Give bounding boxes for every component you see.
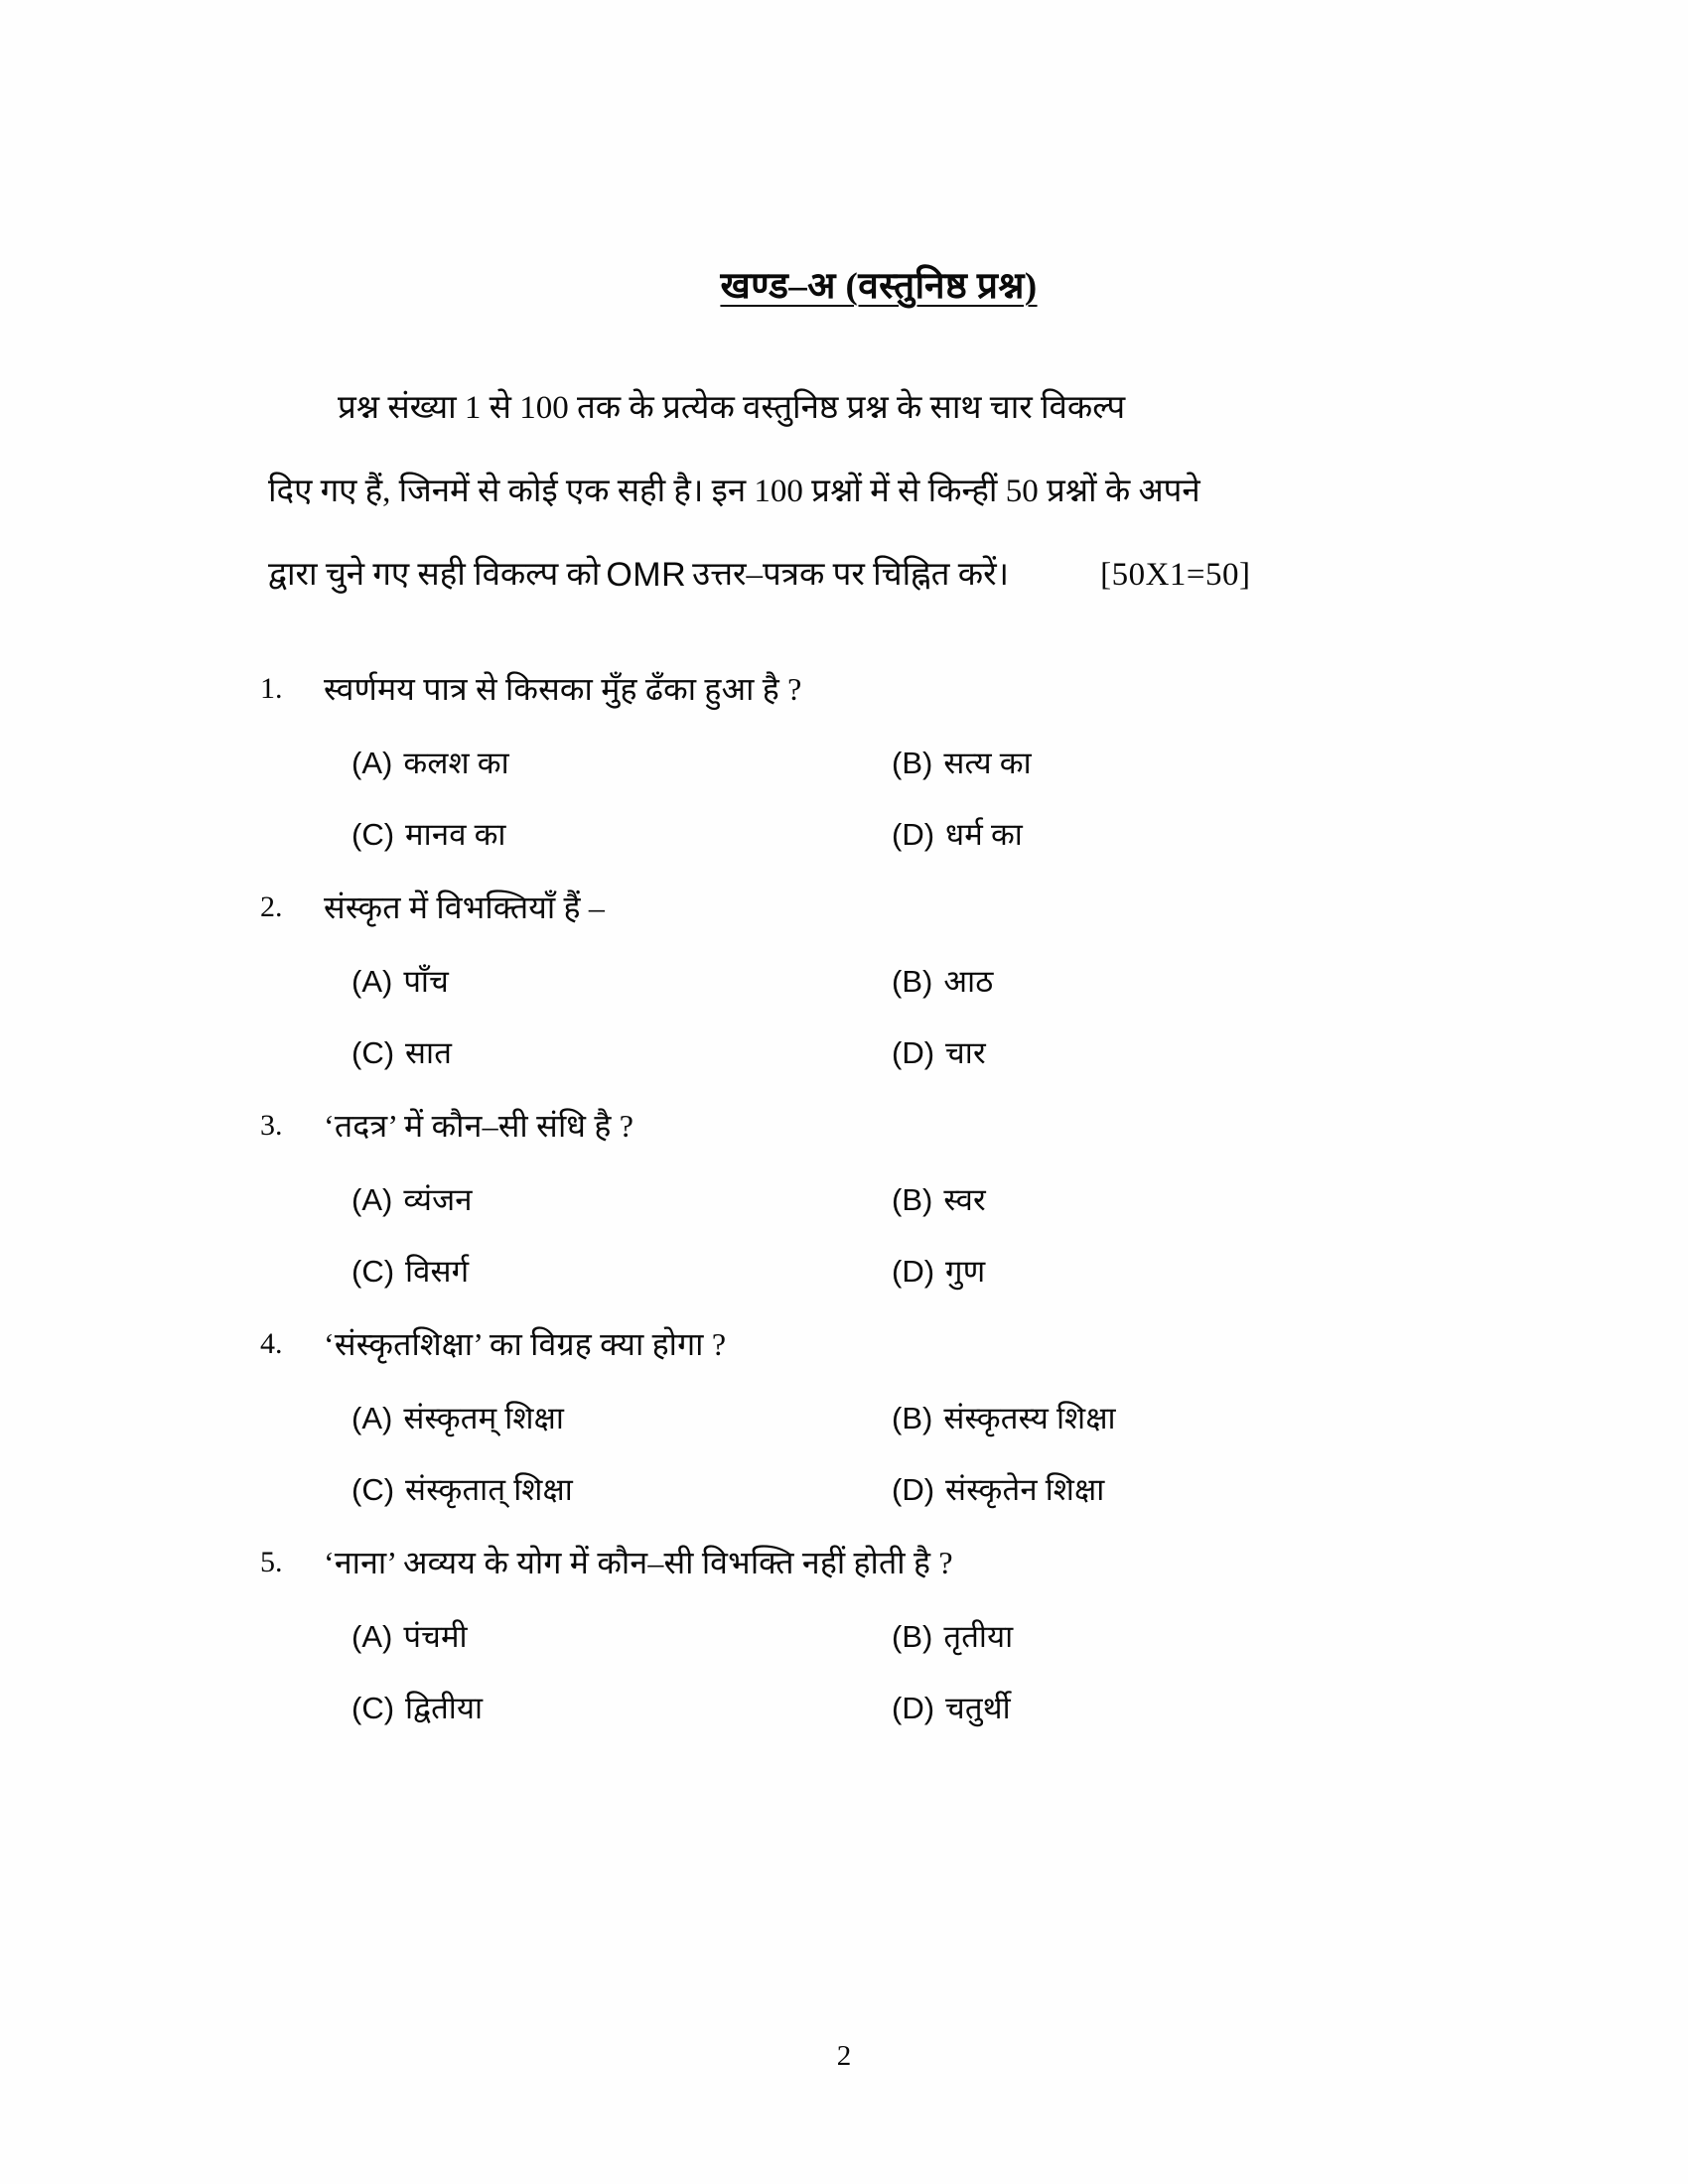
question-number: 2.: [260, 890, 283, 923]
option-text: विसर्ग: [405, 1254, 470, 1289]
instruction-line-3: [268, 533, 1440, 616]
question-block: [248, 1313, 1450, 1520]
option-row: [248, 1460, 1450, 1520]
option-choice[interactable]: [324, 1170, 868, 1230]
question-text: स्वर्णमय पात्र से किसका मुँह ढँका हुआ है ?: [324, 671, 802, 707]
question-row: [248, 877, 1450, 938]
option-key: (A): [352, 1401, 393, 1435]
option-choice[interactable]: [324, 1024, 868, 1083]
option-key: (C): [352, 1035, 395, 1070]
option-key: (D): [892, 817, 935, 852]
option-choice[interactable]: [324, 734, 868, 793]
option-choice[interactable]: [868, 734, 1450, 793]
section-title: [248, 258, 1450, 309]
option-row: [248, 1024, 1450, 1083]
option-choice[interactable]: [868, 1242, 1450, 1301]
option-text: गुण: [945, 1254, 986, 1289]
option-key: (B): [892, 746, 933, 780]
instruction-line-1: [268, 366, 1440, 450]
question-row: [248, 1095, 1450, 1157]
option-key: (D): [892, 1254, 935, 1289]
option-choice[interactable]: [868, 805, 1450, 865]
option-text: धर्म का: [945, 817, 1024, 852]
instruction-line-3-part2: उत्तर–पत्रक पर चिह्नित करें।: [692, 557, 1010, 593]
option-key: (A): [352, 964, 393, 999]
option-text: आठ: [943, 964, 994, 999]
option-text: कलश का: [403, 746, 509, 780]
option-text: चतुर्थी: [945, 1691, 1011, 1725]
option-row: [248, 805, 1450, 865]
option-text: पंचमी: [403, 1619, 468, 1654]
instruction-line-2: [268, 450, 1440, 533]
question-row: [248, 658, 1450, 720]
page-number: 2: [836, 2040, 852, 2072]
option-text: संस्कृतात् शिक्षा: [405, 1472, 573, 1507]
option-row: [248, 1389, 1450, 1448]
option-choice[interactable]: [324, 1607, 868, 1667]
option-text: द्वितीया: [405, 1691, 484, 1725]
option-key: (B): [892, 1401, 933, 1435]
option-key: (A): [352, 1619, 393, 1654]
option-row: [248, 1679, 1450, 1738]
question-row: [248, 1313, 1450, 1375]
option-text: व्यंजन: [403, 1182, 473, 1217]
option-key: (C): [352, 817, 395, 852]
option-row: [248, 952, 1450, 1012]
option-key: (B): [892, 1182, 933, 1217]
option-text: संस्कृतम् शिक्षा: [403, 1401, 565, 1435]
question-number: 5.: [260, 1546, 283, 1578]
option-text: तृतीया: [943, 1619, 1014, 1654]
question-text: संस्कृत में विभक्तियाँ हैं –: [324, 889, 606, 925]
option-text: संस्कृतस्य शिक्षा: [943, 1401, 1116, 1435]
option-key: (A): [352, 1182, 393, 1217]
option-choice[interactable]: [868, 1607, 1450, 1667]
question-block: [248, 1095, 1450, 1301]
option-choice[interactable]: [868, 952, 1450, 1012]
option-choice[interactable]: [324, 805, 868, 865]
question-number: 3.: [260, 1109, 283, 1142]
option-choice[interactable]: [324, 952, 868, 1012]
option-key: (D): [892, 1691, 935, 1725]
option-row: [248, 734, 1450, 793]
option-key: (C): [352, 1691, 395, 1725]
question-number: 4.: [260, 1327, 283, 1360]
section-title-text: खण्ड–अ (वस्तुनिष्ठ प्रश्न): [720, 266, 1038, 307]
option-key: (D): [892, 1035, 935, 1070]
marks-allocation: [50X1=50]: [1100, 557, 1251, 593]
option-key: (C): [352, 1472, 395, 1507]
option-choice[interactable]: [868, 1170, 1450, 1230]
instruction-line-2-text: दिए गए हैं, जिनमें से कोई एक सही है। इन 100 प्रश्नों में से किन्हीं 50 प्रश्नों के अपने: [268, 474, 1200, 509]
option-text: स्वर: [943, 1182, 986, 1217]
instructions-block: [248, 366, 1450, 616]
option-text: सात: [405, 1035, 453, 1070]
option-choice[interactable]: [868, 1024, 1450, 1083]
option-row: [248, 1170, 1450, 1230]
option-choice[interactable]: [324, 1460, 868, 1520]
option-text: चार: [945, 1035, 986, 1070]
option-key: (D): [892, 1472, 935, 1507]
option-choice[interactable]: [868, 1389, 1450, 1448]
option-text: संस्कृतेन शिक्षा: [945, 1472, 1105, 1507]
option-key: (C): [352, 1254, 395, 1289]
question-text: ‘संस्कृतशिक्षा’ का विग्रह क्या होगा ?: [324, 1326, 727, 1362]
questions-list: [248, 658, 1450, 1738]
instruction-line-1-text: प्रश्न संख्या 1 से 100 तक के प्रत्येक वस्तुनिष्ठ प्रश्न के साथ चार विकल्प: [338, 390, 1126, 426]
page-content: [248, 258, 1450, 1750]
question-block: [248, 658, 1450, 865]
question-block: [248, 1532, 1450, 1738]
option-text: मानव का: [405, 817, 506, 852]
question-text: ‘तदत्र’ में कौन–सी संधि है ?: [324, 1108, 634, 1144]
option-key: (A): [352, 746, 393, 780]
option-choice[interactable]: [868, 1460, 1450, 1520]
option-key: (B): [892, 964, 933, 999]
option-choice[interactable]: [324, 1242, 868, 1301]
question-number: 1.: [260, 672, 283, 705]
option-choice[interactable]: [324, 1389, 868, 1448]
omr-label: OMR: [606, 556, 687, 594]
question-block: [248, 877, 1450, 1083]
question-row: [248, 1532, 1450, 1593]
question-text: ‘नाना’ अव्यय के योग में कौन–सी विभक्ति नहीं होती है ?: [324, 1545, 953, 1580]
option-row: [248, 1242, 1450, 1301]
option-text: सत्य का: [943, 746, 1032, 780]
option-text: पाँच: [403, 964, 450, 999]
option-row: [248, 1607, 1450, 1667]
instruction-line-3-part1: द्वारा चुने गए सही विकल्प को: [268, 557, 601, 593]
option-key: (B): [892, 1619, 933, 1654]
option-choice[interactable]: [868, 1679, 1450, 1738]
option-choice[interactable]: [324, 1679, 868, 1738]
